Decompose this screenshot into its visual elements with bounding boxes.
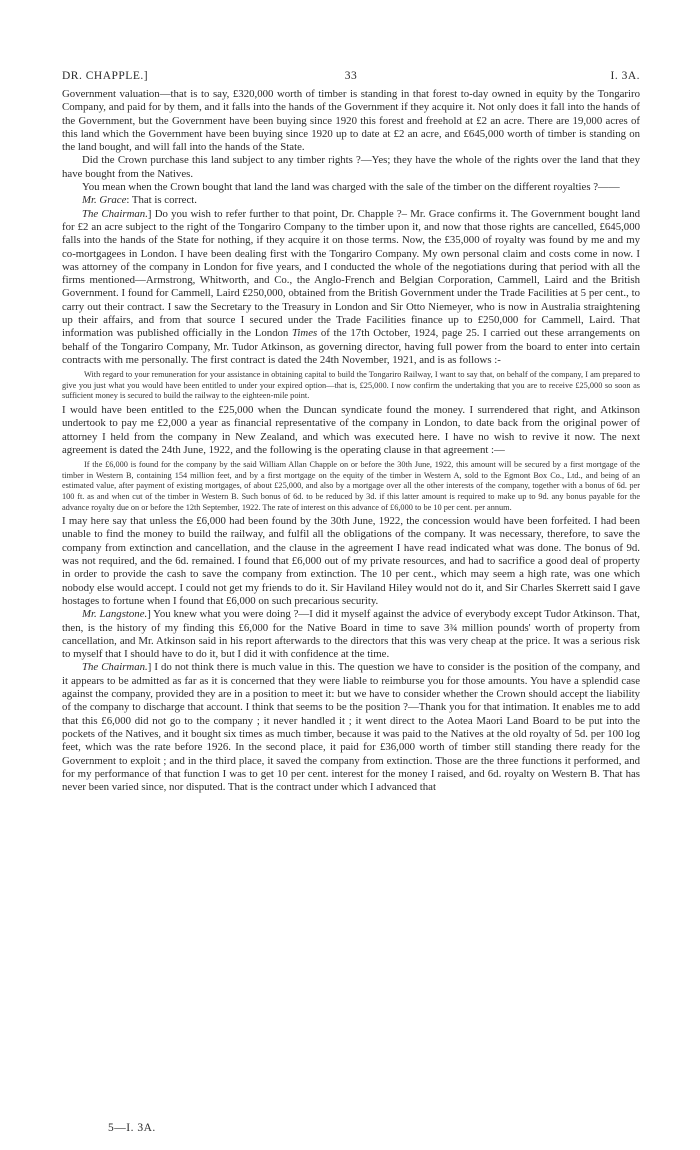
body-paragraph — [62, 404, 640, 457]
page-number: 33 — [344, 70, 358, 82]
paragraph-text: You mean when the Crown bought that land the land was charged with the sale of the timber on the different royalties ?—— — [82, 181, 620, 194]
body-paragraph — [62, 154, 640, 181]
quoted-agreement — [62, 370, 640, 402]
paragraph-text: ] You knew what you were doing ?—I did it myself against the advice of everybody except Tudor Atkinson. That, then, is the history of my finding this £6,000 for the Native Board in time to save 3¾ million pounds' worth of property from cancellation, and Mr. Atkinson said in his report afterwards to the directors that this was very cheap at the price. It was a serious risk to myself that I should have to do it, but I did it with confidence at the time. — [62, 608, 640, 661]
speaker-name: Mr. Grace — [82, 194, 127, 207]
body-paragraph — [62, 661, 640, 794]
paragraph-text: Did the Crown purchase this land subject to any timber rights ?—Yes; they have the whole of the rights over the land that they have bought from the Natives. — [62, 154, 640, 180]
paragraph-text: If the £6,000 is found for the company by the said William Allan Chapple on or before the 30th June, 1922, this amount will be secured by a first mortgage of the timber in Western B, containing 154 million feet, and by a first mortgage on the equity of the timber in Western A, sold to the Egmont Box Co., Ltd., and being of an estimated value, after payment of existing mortgages, of about £25,000, and also by a mortgage over all the other interests of the company, together with a bonus of 6d. per 100 ft. as and when cut of the timber in Western B. Such bonus of 6d. to be reduced by 3d. if this latter amount is required to make up to 9d. any bonus payable for the advance royalty due on or before the 12th September, 1922. The rate of interest on this advance of £6,000 to be 10 per cent. per annum. — [62, 460, 640, 512]
body-text — [62, 88, 640, 794]
paragraph-text: of the 17th October, 1924, page 25. I carried out these arrangements on behalf of the Tongariro Company, Mr. Tudor Atkinson, as governing director, having full power from the board to enter into certain contracts with me personally. The first contract is dated the 24th November, 1921, and is as follows :- — [62, 327, 640, 366]
body-paragraph — [62, 515, 640, 608]
page-footer: 5—I. 3A. — [108, 1122, 156, 1134]
speaker-name: The Chairman. — [82, 207, 148, 220]
page-header — [62, 70, 640, 88]
document-reference: I. 3A. — [610, 70, 640, 82]
speaker-name: Mr. Langstone. — [82, 608, 148, 621]
body-paragraph — [62, 208, 640, 368]
header-author: DR. CHAPPLE.] — [62, 70, 149, 82]
paragraph-text: I would have been entitled to the £25,000 when the Duncan syndicate found the money. I surrendered that right, and Atkinson undertook to pay me £2,000 a year as financial representative of the company in London, to date back from the original power of attorney I held from the company in New Zealand, and which was executed here. I have no wish to revive it now. The next agreement is dated the 24th June, 1922, and the following is the operating clause in that agreement :— — [62, 404, 640, 456]
paragraph-text: : That is correct. — [126, 194, 197, 207]
document-page — [62, 70, 640, 794]
speaker-name: The Chairman. — [82, 661, 148, 674]
paragraph-text: ] I do not think there is much value in this. The question we have to consider is the position of the company, and it appears to be admitted as far as it is concerned that they were liable to reimburse you for those amounts. You have a splendid case against the company, provided they are in a position to meet it: but we have to consider whether the Crown should accept the liability of the company to discharge that account. I think that seems to be the position ?—Thank you for that intimation. It enables me to add that this £6,000 did not go to the company ; it never handled it ; it went direct to the Aotea Maori Land Board to be put into the pockets of the Natives, and it bought six times as much timber, because it was paid to the Natives at the old royalty of 5d. per 100 log feet, which was the rate before 1926. In the second place, it paid for £36,000 worth of timber still standing there ready for the Government to exploit ; and in the third place, it saved the company from extinction. Those are the three functions it performed, and for my performance of that function I was to get 10 per cent. interest for the money I raised, and 6d. royalty on Western B. That has never been varied since, nor disputed. That is the contract under which I advanced that — [62, 661, 640, 794]
paragraph-text: With regard to your remuneration for your assistance in obtaining capital to build the Tongariro Railway, I want to say that, on behalf of the company, I am prepared to give you just what you would have been entitled to under your expired option—that is, £25,000. I now confirm the undertaking that you are to receive £25,000 so soon as sufficient money is secured to build the railway to the eighteen-mile point. — [62, 370, 640, 401]
body-paragraph — [62, 194, 640, 207]
body-paragraph — [62, 608, 640, 661]
speaker-name: Times — [292, 327, 318, 340]
quoted-agreement — [62, 460, 640, 513]
paragraph-text: I may here say that unless the £6,000 had been found by the 30th June, 1922, the concession would have been forfeited. I had been unable to find the money to build the railway, and fulfil all the obligations of the company. It was necessary, therefore, to save the company from extinction and cancellation, and the clause in the agreement I have read indicated what was done. The bonus of 9d. was not required, and the 6d. remained. I found that £6,000 out of my private resources, and had to sacrifice a good deal of property in order to provide the cash to save the company from extinction. The 10 per cent., which may seem a high rate, was one which nobody else would accept. I could not get my friends to do it. Sir Haviland Hiley would not do it, and Sir Charles Skerrett said I gave hostages to fortune when I found that £6,000 on such precarious security. — [62, 515, 640, 607]
body-paragraph — [62, 88, 640, 154]
body-paragraph — [62, 181, 640, 194]
paragraph-text: Government valuation—that is to say, £320,000 worth of timber is standing in that forest to-day owned in equity by the Tongariro Company, and paid for by them, and it falls into the hands of the Government if they acquire it. Not only does it fall into the hands of the Government, but the Government have been buying since 1920 this forest and freehold at £2 an acre. There are 19,000 acres of this land which the Government have been buying since 1920 up to date at £2 an acre, and £645,000 worth of timber is standing on the land bought, and will fall into the hands of the State. — [62, 88, 640, 154]
paragraph-text: ] Do you wish to refer further to that point, Dr. Chapple ?– Mr. Grace confirms it. The Government bought land for £2 an acre subject to the right of the Tongariro Company to the timber upon it, and now that those rights are cancelled, £645,000 falls into the hands of the State for nothing, if they acquire it on those terms. Now, the £35,000 of royalty was found by me and my co-mortgagees in London. I have been dealing first with the Tongariro Company. My own personal claim and costs come in now. I was attorney of the company in London for five years, and I conducted the whole of the negotiations during that period with all the firms mentioned—Armstrong, Whitworth, and Co., the Anglo-French and Belgian Corporation, Cammell, Laird and the British Government. I found for Cammell, Laird £250,000, obtained from the British Government under the Trade Facilities at 5 per cent., to carry out their contract. I saw the Secretary to the Treasury in London and Sir Otto Niemeyer, who is now in Australia straightening up their affairs, and from that source I secured under the Trade Facilities finance up to £250,000 for Cammell, Laird. That information was published officially in the London — [62, 207, 641, 340]
